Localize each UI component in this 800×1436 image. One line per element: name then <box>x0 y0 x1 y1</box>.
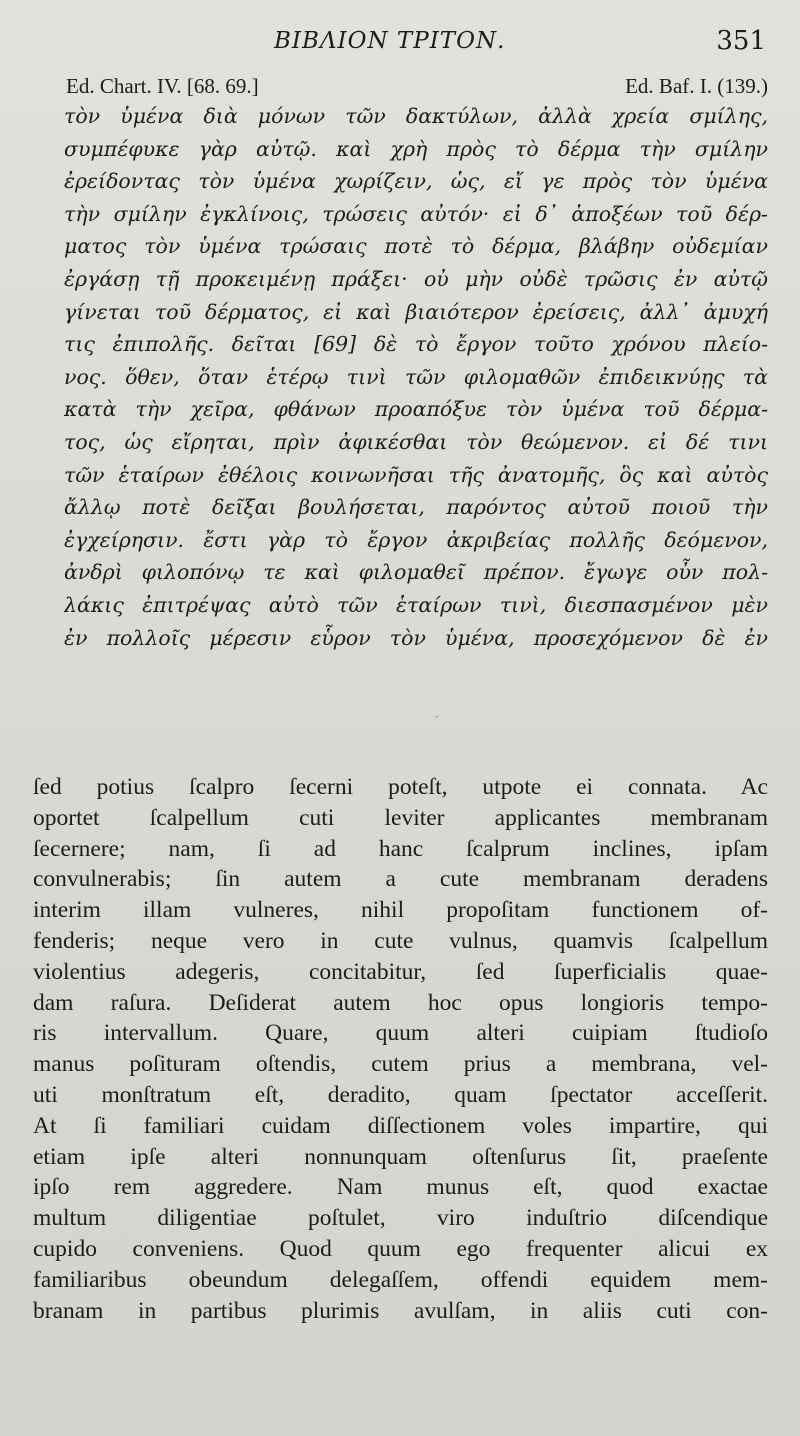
latin-line: multum diligentiae poſtulet, viro induſtrio diſcendique <box>33 1205 768 1232</box>
greek-line: νος. ὅθεν, ὅταν ἑτέρῳ τινὶ τῶν φιλομαθῶν ἐπιδεικνύῃς τὰ <box>64 364 768 389</box>
greek-line: ἐγχείρησιν. ἔστι γὰρ τὸ ἔργον ἀκριβείας πολλῆς δεόμενον, <box>64 527 768 552</box>
greek-line: τις ἐπιπολῆς. δεῖται [69] δὲ τὸ ἔργον τοῦτο χρόνου πλείο- <box>64 332 768 357</box>
page-number: 351 <box>716 26 766 56</box>
edition-reference-chartier: Ed. Chart. IV. [68. 69.] <box>66 74 259 98</box>
greek-text-block <box>64 100 768 654</box>
greek-line: ματος τὸν ὑμένα τρώσαις ποτὲ τὸ δέρμα, βλάβην οὐδεμίαν <box>64 234 768 259</box>
latin-line: uti monſtratum eſt, deradito, quam ſpectator acceſſerit. <box>33 1081 768 1108</box>
greek-line: τὸν ὑμένα διὰ μόνων τῶν δακτύλων, ἀλλὰ χρεία σμίλης, <box>64 104 768 128</box>
greek-line: τὴν σμίλην ἐγκλίνοις, τρώσεις αὐτόν· εἰ δ᾽ ἀποξέων τοῦ δέρ- <box>64 201 768 226</box>
greek-line: γίνεται τοῦ δέρματος, εἰ καὶ βιαιότερον ἐρείσεις, ἀλλ᾽ ἀμυχή <box>64 299 768 324</box>
greek-line: ἀνδρὶ φιλοπόνῳ τε καὶ φιλομαθεῖ πρέπον. ἔγωγε οὖν πολ- <box>64 560 768 585</box>
greek-line: ἐν πολλοῖς μέρεσιν εὗρον τὸν ὑμένα, προσεχόμενον δὲ ἐν <box>64 625 768 650</box>
greek-line: τος, ὡς εἴρηται, πρὶν ἀφικέσθαι τὸν θεώμενον. εἰ δέ τινι <box>64 429 768 454</box>
section-divider: · <box>435 710 439 724</box>
latin-line: At ſi familiari cuidam diſſectionem voles impartire, qui <box>33 1112 768 1139</box>
greek-line: ἄλλῳ ποτὲ δεῖξαι βουλήσεται, παρόντος αὐτοῦ ποιοῦ τὴν <box>64 495 768 520</box>
latin-line: branam in partibus plurimis avulſam, in aliis cuti con- <box>33 1297 768 1324</box>
greek-line: τῶν ἑταίρων ἐθέλοις κοινωνῆσαι τῆς ἀνατομῆς, ὃς καὶ αὐτὸς <box>64 462 768 487</box>
greek-line: ἐρείδοντας τὸν ὑμένα χωρίζειν, ὡς, εἴ γε πρὸς τὸν ὑμένα <box>64 169 768 194</box>
greek-line: λάκις ἐπιτρέψας αὐτὸ τῶν ἑταίρων τινὶ, διεσπασμένον μὲν <box>64 592 768 617</box>
latin-line: ipſo rem aggredere. Nam munus eſt, quod exactae <box>33 1174 768 1201</box>
edition-reference-line <box>66 74 768 102</box>
latin-line: ſecernere; nam, ſi ad hanc ſcalprum inclines, ipſam <box>33 835 768 862</box>
latin-line: cupido conveniens. Quod quum ego frequenter alicui ex <box>33 1235 768 1262</box>
latin-line: manus poſituram oſtendis, cutem prius a membrana, vel- <box>33 1051 768 1078</box>
latin-line: familiaribus obeundum delegaſſem, offendi equidem mem- <box>33 1266 768 1293</box>
greek-line: συμπέφυκε γὰρ αὐτῷ. καὶ χρὴ πρὸς τὸ δέρμα τὴν σμίλην <box>64 136 768 161</box>
latin-line: convulnerabis; ſin autem a cute membranam deradens <box>33 866 768 893</box>
greek-line: ἐργάσῃ τῇ προκειμένῃ πράξει· οὐ μὴν οὐδὲ τρῶσις ἐν αὐτῷ <box>64 266 768 291</box>
latin-line: fenderis; neque vero in cute vulnus, quamvis ſcalpellum <box>33 927 768 954</box>
page-header <box>0 26 800 62</box>
latin-line: ris intervallum. Quare, quum alteri cuipiam ſtudioſo <box>33 1020 768 1047</box>
latin-line: interim illam vulneres, nihil propoſitam functionem of- <box>33 897 768 924</box>
greek-line: κατὰ τὴν χεῖρα, φθάνων προαπόξυε τὸν ὑμένα τοῦ δέρμα- <box>64 397 768 422</box>
latin-line: oportet ſcalpellum cuti leviter applicantes membranam <box>33 804 768 831</box>
edition-reference-basel: Ed. Baf. I. (139.) <box>625 74 768 98</box>
latin-text-block <box>33 772 768 1326</box>
latin-line: ſed potius ſcalpro ſecerni poteſt, utpote ei connata. Ac <box>33 774 768 800</box>
latin-line: dam raſura. Deſiderat autem hoc opus longioris tempo- <box>33 989 768 1016</box>
latin-line: etiam ipſe alteri nonnunquam oſtenſurus ſit, praeſente <box>33 1143 768 1170</box>
latin-line: violentius adegeris, concitabitur, ſed ſuperficialis quae- <box>33 958 768 985</box>
running-title: BIBΛΙΟΝ ΤΡΙΤΟΝ. <box>274 28 506 54</box>
